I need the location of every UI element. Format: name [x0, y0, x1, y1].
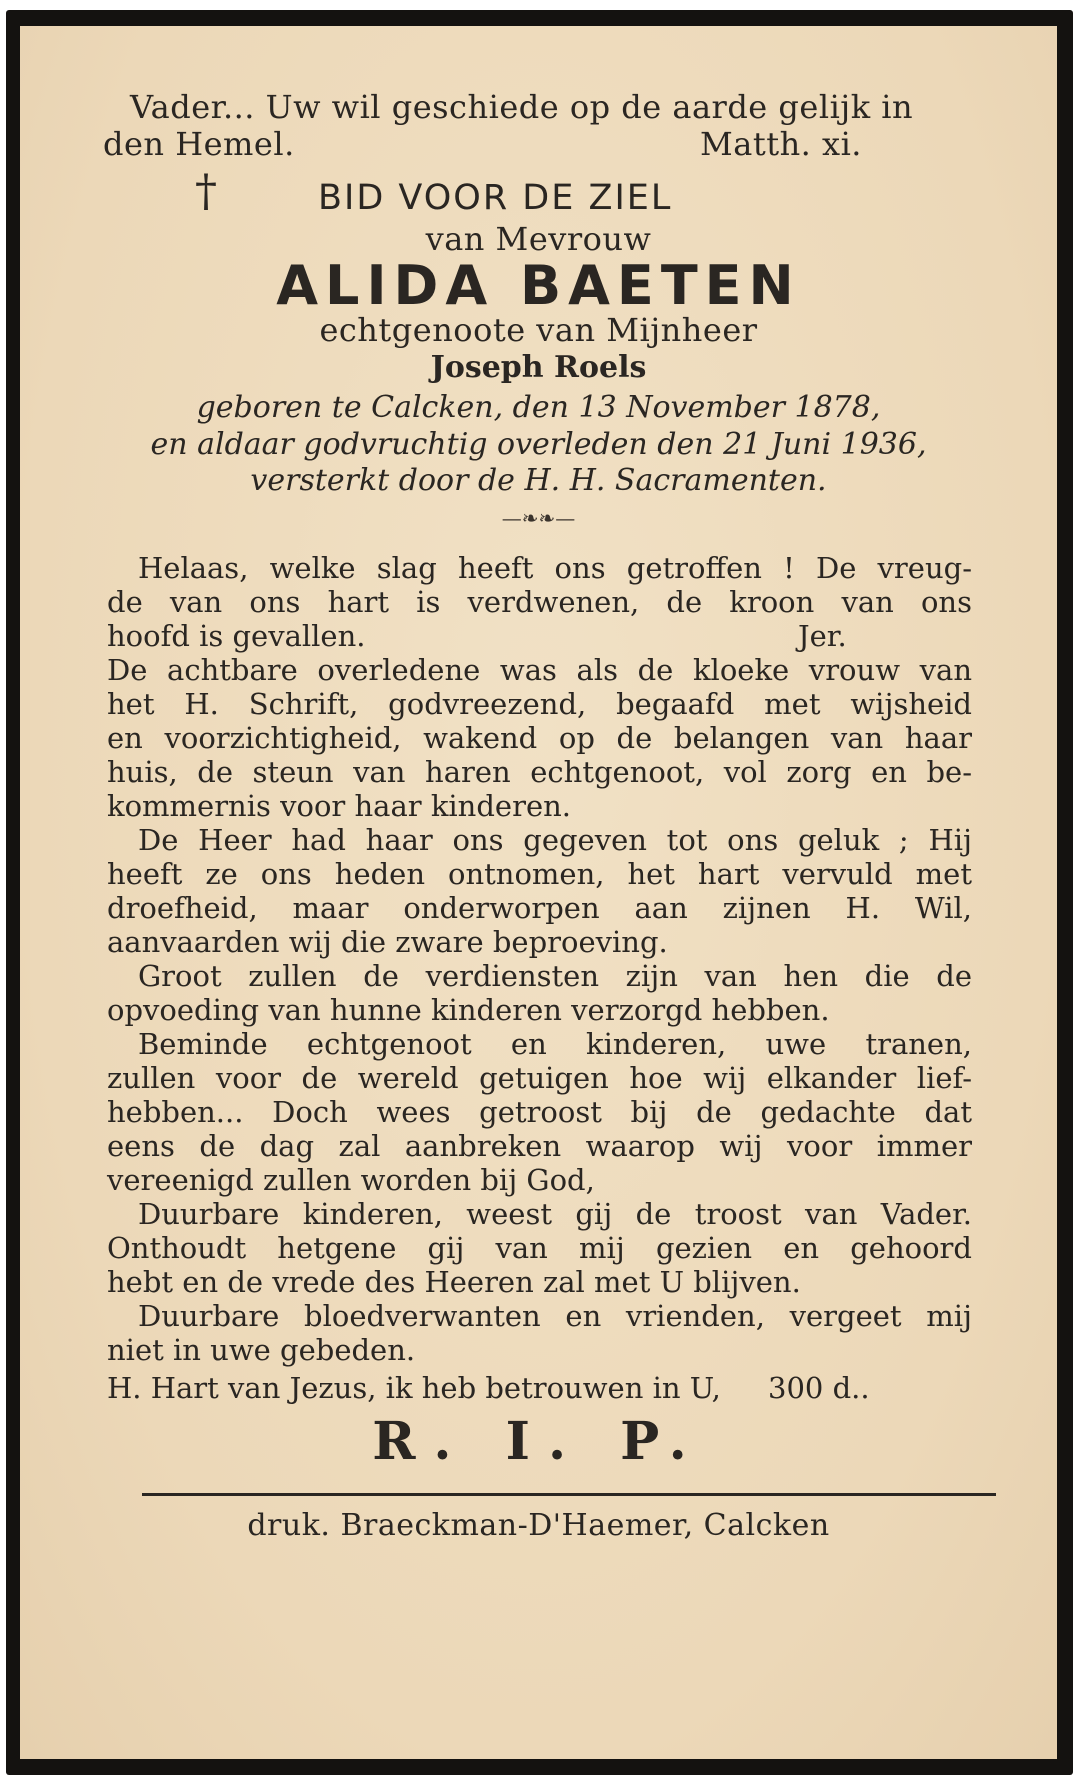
death-line: en aldaar godvruchtig overleden den 21 Juni 1936, — [150, 427, 927, 462]
epigraph-line-2: den Hemel. — [103, 125, 295, 163]
scripture-citation: Jer. — [798, 619, 847, 653]
body-line: Groot zullen de verdiensten zijn van hen die de — [138, 959, 972, 993]
body-line: eens de dag zal aanbreken waarop wij voor immer — [107, 1129, 972, 1163]
rip-heading: R. I. P. — [372, 1411, 705, 1472]
body-line: heeft ze ons heden ontnomen, het hart vervuld met — [107, 857, 972, 891]
body-line: hoofd is gevallen. — [107, 619, 366, 653]
body-line: Duurbare bloedverwanten en vrienden, vergeet mij — [138, 1299, 972, 1333]
body-line: zullen voor de wereld getuigen hoe wij elkander lief- — [107, 1061, 972, 1095]
sacraments-line: versterkt door de H. H. Sacramenten. — [250, 463, 827, 498]
printer-credit: druk. Braeckman-D'Haemer, Calcken — [247, 1508, 830, 1543]
divider-rule — [142, 1493, 996, 1496]
body-line: Duurbare kinderen, weest gij de troost van Vader. — [138, 1197, 972, 1231]
memorial-card — [20, 26, 1057, 1759]
body-line: De Heer had haar ons gegeven tot ons geluk ; Hij — [138, 823, 972, 857]
body-line: aanvaarden wij die zware beproeving. — [107, 925, 668, 959]
body-line: Onthoudt hetgene gij van mij gezien en gehoord — [107, 1231, 972, 1265]
deceased-name: ALIDA BAETEN — [276, 254, 801, 317]
body-line: hebben... Doch wees getroost bij de gedachte dat — [107, 1095, 972, 1129]
body-line: niet in uwe gebeden. — [107, 1333, 416, 1367]
body-line: huis, de steun van haren echtgenoot, vol zorg en be- — [107, 755, 972, 789]
body-line: vereenigd zullen worden bij God, — [107, 1163, 595, 1197]
body-line: de van ons hart is verdwenen, de kroon van ons — [107, 585, 972, 619]
indulgence-days: 300 d.. — [768, 1371, 870, 1405]
spouse-intro: echtgenoote van Mijnheer — [319, 311, 758, 349]
body-line: Beminde echtgenoot en kinderen, uwe tranen, — [138, 1027, 972, 1061]
body-line: kommernis voor haar kinderen. — [107, 789, 571, 823]
body-line: het H. Schrift, godvreezend, begaafd met wijsheid — [107, 687, 972, 721]
body-line: opvoeding van hunne kinderen verzorgd hebben. — [107, 993, 830, 1027]
ornament-divider: —❧❧— — [501, 506, 576, 530]
memorial-card-border — [6, 10, 1073, 1775]
body-line: droefheid, maar onderworpen aan zijnen H. Wil, — [107, 891, 972, 925]
indulgence-prayer: H. Hart van Jezus, ik heb betrouwen in U, — [107, 1371, 721, 1405]
of-madam: van Mevrouw — [425, 220, 652, 258]
prayer-heading: BID VOOR DE ZIEL — [318, 178, 673, 218]
epigraph-citation: Matth. xi. — [700, 125, 862, 163]
body-line: De achtbare overledene was als de kloeke vrouw van — [107, 653, 972, 687]
spouse-name: Joseph Roels — [430, 350, 647, 385]
cross-icon: † — [195, 166, 217, 217]
epigraph-line-1: Vader... Uw wil geschiede op de aarde gelijk in — [130, 88, 914, 126]
body-line: hebt en de vrede des Heeren zal met U blijven. — [107, 1265, 801, 1299]
body-line: Helaas, welke slag heeft ons getroffen ! De vreug- — [138, 551, 972, 585]
body-line: en voorzichtigheid, wakend op de belangen van haar — [107, 721, 972, 755]
birth-line: geboren te Calcken, den 13 November 1878, — [196, 390, 881, 425]
